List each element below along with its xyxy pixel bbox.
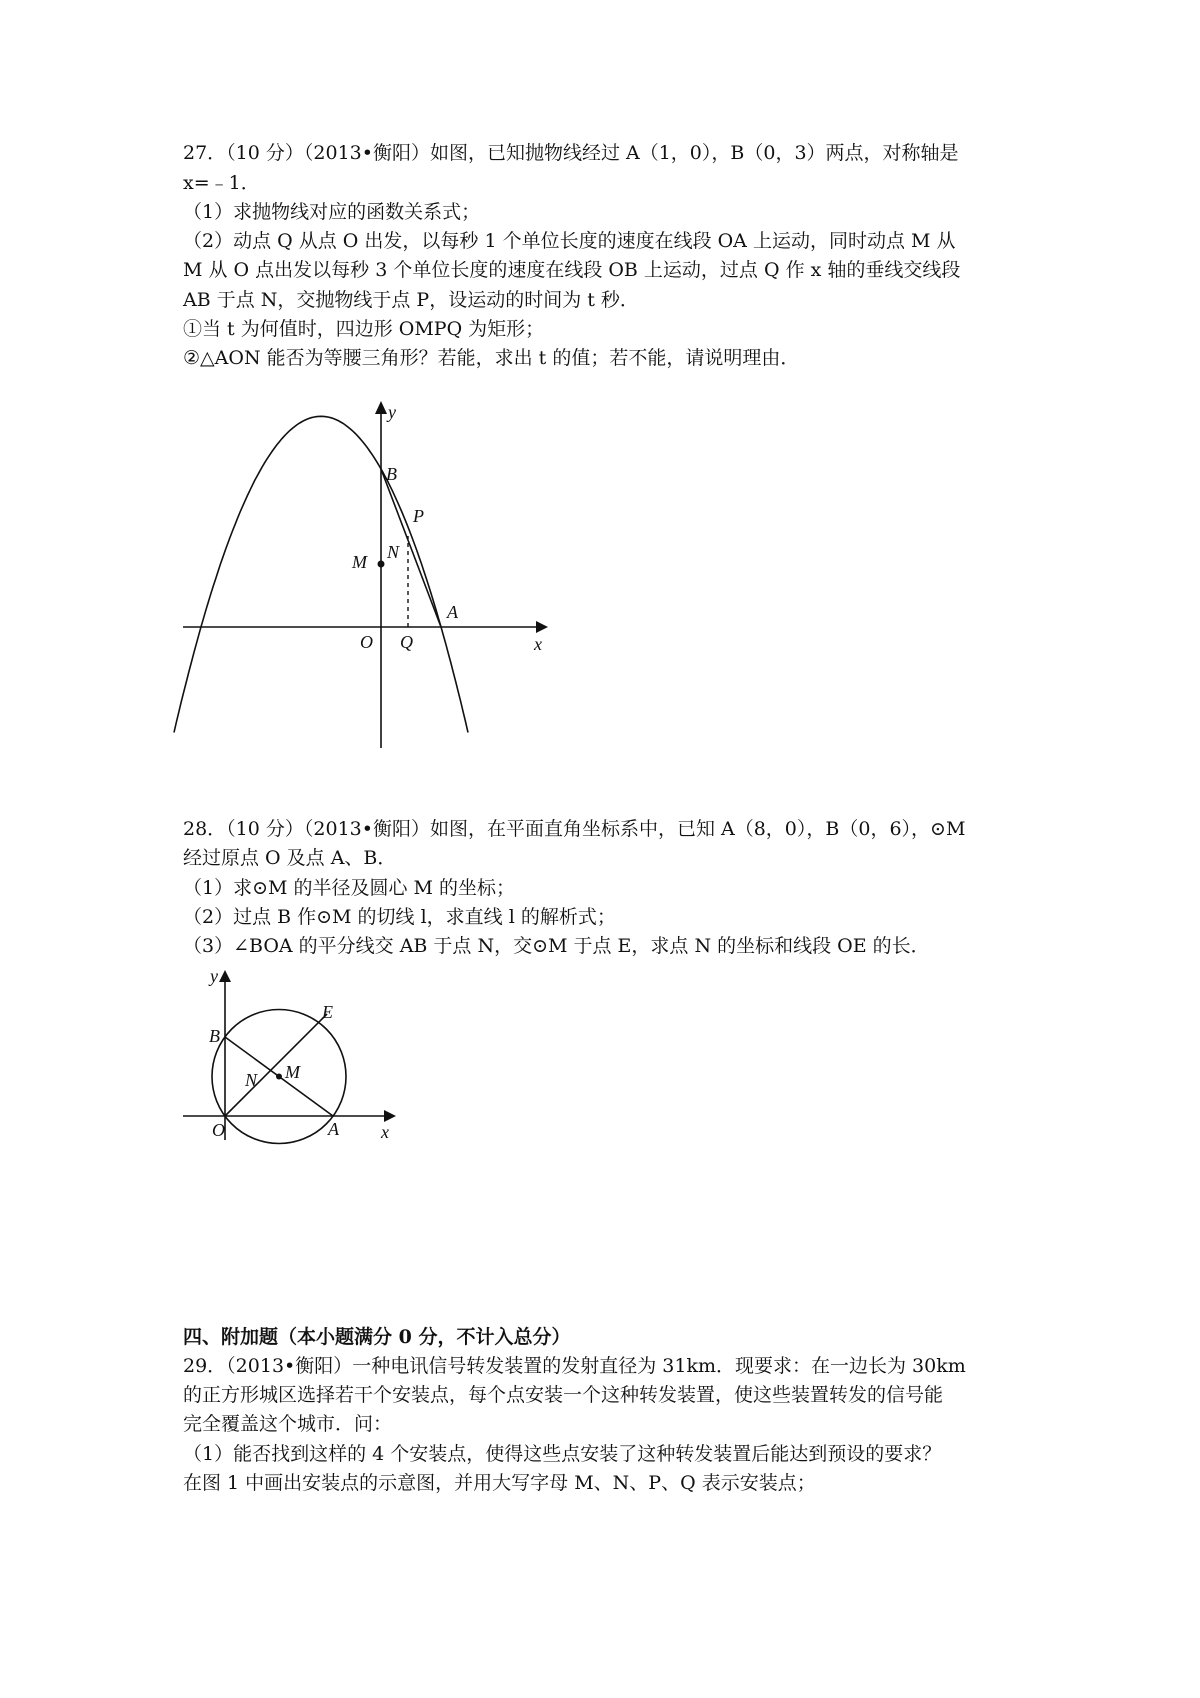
q27-label-m: M <box>352 552 367 572</box>
q28-point-m <box>276 1074 282 1080</box>
q29-line4: （1）能否找到这样的 4 个安装点，使得这些点安装了这种转发装置后能达到预设的要求？ <box>183 1443 942 1465</box>
q27-label-x: x <box>534 634 542 654</box>
q27-label-n: N <box>387 542 400 562</box>
q28-label-e: E <box>322 1002 333 1022</box>
q27-label-q: Q <box>400 632 413 652</box>
q28-label-x: x <box>381 1122 389 1142</box>
q28-title: 28．（10 分）（2013•衡阳）如图，在平面直角坐标系中，已知 A（8，0），B（0，6），⊙M <box>183 818 966 840</box>
q28-label-y: y <box>210 966 218 986</box>
q27-parabola <box>174 416 468 732</box>
q27-point-m <box>378 561 385 568</box>
q29-line5: 在图 1 中画出安装点的示意图，并用大写字母 M、N、P、Q 表示安装点； <box>183 1472 816 1494</box>
q27-label-o: O <box>360 632 373 652</box>
q28-part3: （3）∠BOA 的平分线交 AB 于点 N，交⊙M 于点 E，求点 N 的坐标和线段 OE 的长． <box>183 935 930 957</box>
q28-part1: （1）求⊙M 的半径及圆心 M 的坐标； <box>183 877 516 899</box>
q27-part2-line3: AB 于点 N，交抛物线于点 P，设运动的时间为 t 秒． <box>183 289 639 311</box>
q28-label-m: M <box>285 1062 300 1082</box>
q27-part2-line2: M 从 O 点出发以每秒 3 个单位长度的速度在线段 OB 上运动，过点 Q 作 x 轴的垂线交线段 <box>183 259 961 281</box>
q28-title-cont: 经过原点 O 及点 A、B． <box>183 847 397 869</box>
q27-label-a: A <box>447 602 458 622</box>
q28-x-arrow <box>384 1110 396 1122</box>
q28-label-n: N <box>245 1070 258 1090</box>
q29-line3: 完全覆盖这个城市．问： <box>183 1413 393 1435</box>
q28-figure <box>0 960 1200 1160</box>
q27-sub1: ①当 t 为何值时，四边形 OMPQ 为矩形； <box>183 318 545 340</box>
q28-label-a: A <box>328 1119 339 1139</box>
q28-label-o: O <box>212 1120 225 1140</box>
q28-y-arrow <box>219 970 231 982</box>
q27-x-arrow <box>536 621 548 633</box>
q27-label-p: P <box>413 506 424 526</box>
q27-figure <box>0 0 1200 760</box>
q27-label-y: y <box>388 402 396 422</box>
q29-line2: 的正方形城区选择若干个安装点，每个点安装一个这种转发装置，使这些装置转发的信号能 <box>183 1384 944 1406</box>
section4-title: 四、附加题（本小题满分 0 分，不计入总分） <box>183 1326 571 1348</box>
q27-part1: （1）求抛物线对应的函数关系式； <box>183 201 481 223</box>
q28-label-b: B <box>209 1026 220 1046</box>
q28-part2: （2）过点 B 作⊙M 的切线 l，求直线 l 的解析式； <box>183 906 616 928</box>
q29-line1: 29．（2013•衡阳）一种电讯信号转发装置的发射直径为 31km．现要求：在一边长为 30km <box>183 1355 966 1377</box>
q27-label-b: B <box>386 464 397 484</box>
q27-part2-line1: （2）动点 Q 从点 O 出发，以每秒 1 个单位长度的速度在线段 OA 上运动，同时动点 M 从 <box>183 230 956 252</box>
q27-y-arrow <box>375 401 387 414</box>
q27-sub2: ②△AON 能否为等腰三角形？若能，求出 t 的值；若不能，请说明理由． <box>183 347 800 369</box>
q27-title-cont: x=﹣1． <box>183 172 260 194</box>
q27-title: 27．（10 分）（2013•衡阳）如图，已知抛物线经过 A（1，0），B（0，3）两点，对称轴是 <box>183 142 959 164</box>
